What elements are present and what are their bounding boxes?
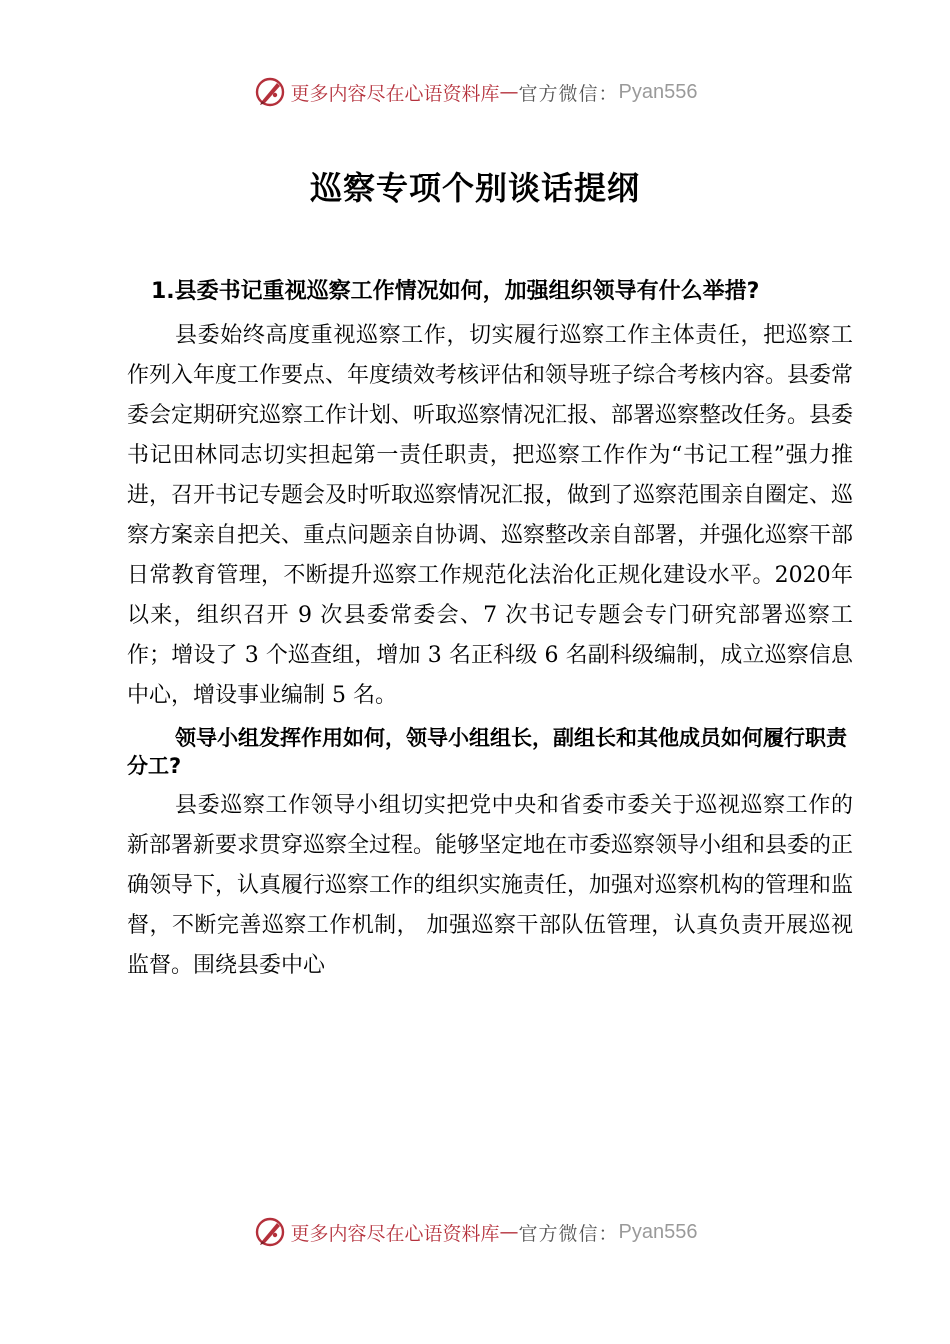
pen-logo-icon (253, 1215, 287, 1249)
question-1-heading: 1.县委书记重视巡察工作情况如何，加强组织领导有什么举措? (151, 279, 760, 304)
banner-site-text: 更多内容尽在心语资料库 (290, 82, 500, 105)
footer-watermark-banner (0, 1212, 950, 1252)
document-body (127, 268, 853, 986)
question-1-answer: 县委始终高度重视巡察工作，切实履行巡察工作主体责任，把巡察工作列入年度工作要点、年度绩效考核评估和领导班子综合考核内容。县委常委会定期研究巡察工作计划、听取巡察情况汇报、部署巡察整改任务。县委书记田林同志切实担起第一责任职责，把巡察工作作为“书记工程”强力推进，召开书记专题会及时听取巡察情况汇报，做到了巡察范围亲自圈定、巡察方案亲自把关、重点问题亲自协调、巡察整改亲自部署，并强化巡察干部日常教育管理，不断提升巡察工作规范化法治化正规化建设水平。2020年以来，组织召开 9 次县委常委会、7 次书记专题会专门研究部署巡察工作；增设了 3 个巡查组，增加 3 名正科级 6 名副科级编制，成立巡察信息中心，增设事业编制 5 名。 (127, 323, 854, 708)
document-title: 巡察专项个别谈话提纲 (309, 169, 640, 207)
header-watermark-banner (0, 72, 950, 112)
banner-account: Pyan556 (618, 80, 698, 103)
banner-account: Pyan556 (618, 1220, 698, 1243)
banner-dash: — (499, 1221, 519, 1243)
question-2-answer: 县委巡察工作领导小组切实把党中央和省委市委关于巡视巡察工作的新部署新要求贯穿巡察全过程。能够坚定地在市委巡察领导小组和县委的正确领导下，认真履行巡察工作的组织实施责任，加强对巡察机构的管理和监督，不断完善巡察工作机制， 加强巡察干部队伍管理，认真负责开展巡视监督。围绕县委中心 (127, 793, 854, 978)
banner-site-text: 更多内容尽在心语资料库 (290, 1222, 500, 1245)
banner-wechat-label: 官方微信： (518, 82, 619, 105)
banner-dash: — (499, 81, 519, 103)
banner-wechat-label: 官方微信： (518, 1222, 619, 1245)
question-2-heading: 领导小组发挥作用如何，领导小组组长，副组长和其他成员如何履行职责分工? (127, 726, 847, 778)
pen-logo-icon (253, 75, 287, 109)
